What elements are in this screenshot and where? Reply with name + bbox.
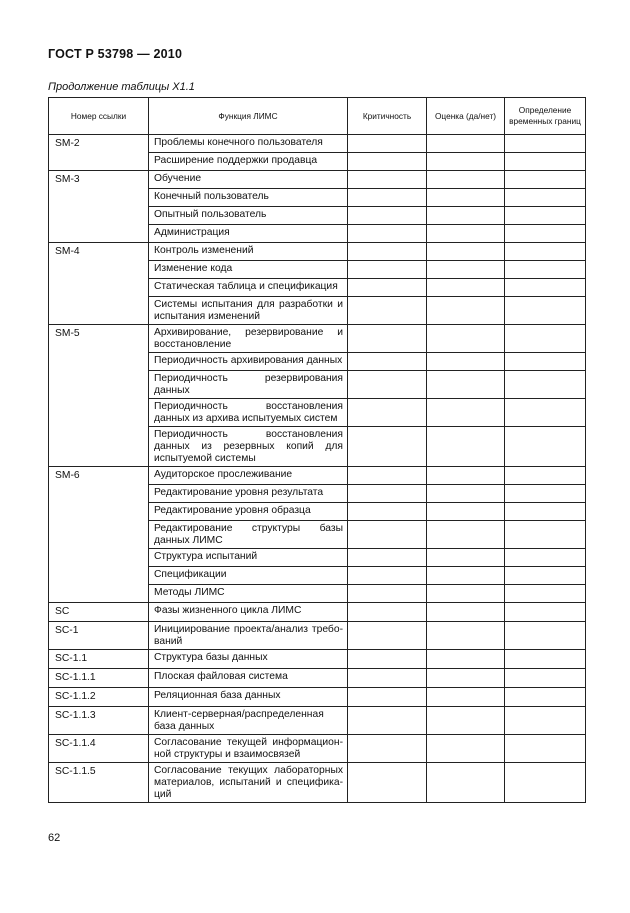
criticality-cell[interactable] <box>348 243 427 261</box>
function-cell: Проблемы конечного пользователя <box>149 135 348 153</box>
rating-cell[interactable] <box>427 485 505 503</box>
rating-cell[interactable] <box>427 135 505 153</box>
time-bounds-cell[interactable] <box>505 688 586 707</box>
reference-number-cell: SC-1.1.2 <box>49 688 149 707</box>
time-bounds-cell[interactable] <box>505 669 586 688</box>
rating-cell[interactable] <box>427 153 505 171</box>
rating-cell[interactable] <box>427 171 505 189</box>
time-bounds-cell[interactable] <box>505 189 586 207</box>
column-header-function: Функция ЛИМС <box>149 98 348 135</box>
time-bounds-cell[interactable] <box>505 279 586 297</box>
criticality-cell[interactable] <box>348 567 427 585</box>
rating-cell[interactable] <box>427 650 505 669</box>
criticality-cell[interactable] <box>348 135 427 153</box>
time-bounds-cell[interactable] <box>505 207 586 225</box>
time-bounds-cell[interactable] <box>505 171 586 189</box>
criticality-cell[interactable] <box>348 763 427 803</box>
criticality-cell[interactable] <box>348 225 427 243</box>
criticality-cell[interactable] <box>348 279 427 297</box>
rating-cell[interactable] <box>427 427 505 467</box>
criticality-cell[interactable] <box>348 622 427 650</box>
reference-number-cell: SM-6 <box>49 467 149 603</box>
requirements-table <box>48 97 586 803</box>
time-bounds-cell[interactable] <box>505 243 586 261</box>
table-row <box>49 243 586 261</box>
criticality-cell[interactable] <box>348 650 427 669</box>
criticality-cell[interactable] <box>348 353 427 371</box>
rating-cell[interactable] <box>427 735 505 763</box>
rating-cell[interactable] <box>427 503 505 521</box>
time-bounds-cell[interactable] <box>505 735 586 763</box>
time-bounds-cell[interactable] <box>505 650 586 669</box>
time-bounds-cell[interactable] <box>505 707 586 735</box>
reference-number-cell: SM-2 <box>49 135 149 171</box>
rating-cell[interactable] <box>427 567 505 585</box>
page-number: 62 <box>48 832 61 844</box>
rating-cell[interactable] <box>427 763 505 803</box>
table-row <box>49 650 586 669</box>
function-cell: Периодичность восстановления данных из архива испытуемых систем <box>149 399 348 427</box>
rating-cell[interactable] <box>427 669 505 688</box>
rating-cell[interactable] <box>427 189 505 207</box>
function-cell: Контроль изменений <box>149 243 348 261</box>
criticality-cell[interactable] <box>348 399 427 427</box>
time-bounds-cell[interactable] <box>505 135 586 153</box>
rating-cell[interactable] <box>427 261 505 279</box>
reference-number-cell: SC <box>49 603 149 622</box>
function-cell: Периодичность архивирования данных <box>149 353 348 371</box>
function-cell: Структура базы данных <box>149 650 348 669</box>
criticality-cell[interactable] <box>348 171 427 189</box>
function-cell: Администрация <box>149 225 348 243</box>
time-bounds-cell[interactable] <box>505 622 586 650</box>
time-bounds-cell[interactable] <box>505 427 586 467</box>
rating-cell[interactable] <box>427 371 505 399</box>
table-body <box>49 135 586 803</box>
function-cell: Редактирование уровня результата <box>149 485 348 503</box>
time-bounds-cell[interactable] <box>505 503 586 521</box>
function-cell: Обучение <box>149 171 348 189</box>
criticality-cell[interactable] <box>348 427 427 467</box>
rating-cell[interactable] <box>427 707 505 735</box>
time-bounds-cell[interactable] <box>505 467 586 485</box>
time-bounds-cell[interactable] <box>505 225 586 243</box>
column-header-rating: Оценка (да/нет) <box>427 98 505 135</box>
reference-number-cell: SC-1.1.4 <box>49 735 149 763</box>
table-row <box>49 622 586 650</box>
rating-cell[interactable] <box>427 297 505 325</box>
table-row <box>49 688 586 707</box>
criticality-cell[interactable] <box>348 325 427 353</box>
time-bounds-cell[interactable] <box>505 485 586 503</box>
function-cell: Методы ЛИМС <box>149 585 348 603</box>
rating-cell[interactable] <box>427 549 505 567</box>
time-bounds-cell[interactable] <box>505 325 586 353</box>
function-cell: Плоская файловая система <box>149 669 348 688</box>
function-cell: Архивирование, резервирование и восстановление <box>149 325 348 353</box>
criticality-cell[interactable] <box>348 371 427 399</box>
criticality-cell[interactable] <box>348 207 427 225</box>
function-cell: Периодичность восстановления данных из резервных копий для испытуемой системы <box>149 427 348 467</box>
function-cell: Спецификации <box>149 567 348 585</box>
table-row <box>49 171 586 189</box>
rating-cell[interactable] <box>427 521 505 549</box>
criticality-cell[interactable] <box>348 549 427 567</box>
table-row <box>49 325 586 353</box>
function-cell: Согласование текущих лабораторных материалов, испытаний и спецификаций <box>149 763 348 803</box>
time-bounds-cell[interactable] <box>505 549 586 567</box>
table-row <box>49 467 586 485</box>
table-row <box>49 735 586 763</box>
rating-cell[interactable] <box>427 688 505 707</box>
rating-cell[interactable] <box>427 603 505 622</box>
criticality-cell[interactable] <box>348 485 427 503</box>
table-caption: Продолжение таблицы X1.1 <box>48 81 195 93</box>
function-cell: Фазы жизненного цикла ЛИМС <box>149 603 348 622</box>
time-bounds-cell[interactable] <box>505 567 586 585</box>
criticality-cell[interactable] <box>348 585 427 603</box>
function-cell: Опытный пользователь <box>149 207 348 225</box>
reference-number-cell: SC-1.1.5 <box>49 763 149 803</box>
time-bounds-cell[interactable] <box>505 261 586 279</box>
reference-number-cell: SM-5 <box>49 325 149 467</box>
function-cell: Согласование текущей информационной структуры и взаимосвязей <box>149 735 348 763</box>
function-cell: Реляционная база данных <box>149 688 348 707</box>
time-bounds-cell[interactable] <box>505 153 586 171</box>
time-bounds-cell[interactable] <box>505 353 586 371</box>
rating-cell[interactable] <box>427 399 505 427</box>
reference-number-cell: SC-1.1.1 <box>49 669 149 688</box>
column-header-criticality: Критичность <box>348 98 427 135</box>
table-row <box>49 603 586 622</box>
function-cell: Конечный пользователь <box>149 189 348 207</box>
reference-number-cell: SC-1.1.3 <box>49 707 149 735</box>
function-cell: Расширение поддержки продавца <box>149 153 348 171</box>
reference-number-cell: SC-1 <box>49 622 149 650</box>
function-cell: Аудиторское прослеживание <box>149 467 348 485</box>
time-bounds-cell[interactable] <box>505 603 586 622</box>
rating-cell[interactable] <box>427 279 505 297</box>
time-bounds-cell[interactable] <box>505 763 586 803</box>
time-bounds-cell[interactable] <box>505 371 586 399</box>
criticality-cell[interactable] <box>348 669 427 688</box>
criticality-cell[interactable] <box>348 603 427 622</box>
rating-cell[interactable] <box>427 467 505 485</box>
reference-number-cell: SM-3 <box>49 171 149 243</box>
function-cell: Редактирование структуры базы данных ЛИМС <box>149 521 348 549</box>
function-cell: Системы испытания для разработки и испытания изменений <box>149 297 348 325</box>
rating-cell[interactable] <box>427 243 505 261</box>
criticality-cell[interactable] <box>348 521 427 549</box>
function-cell: Инициирование проекта/анализ требований <box>149 622 348 650</box>
table-row <box>49 763 586 803</box>
criticality-cell[interactable] <box>348 503 427 521</box>
time-bounds-cell[interactable] <box>505 399 586 427</box>
criticality-cell[interactable] <box>348 189 427 207</box>
criticality-cell[interactable] <box>348 467 427 485</box>
function-cell: Структура испытаний <box>149 549 348 567</box>
column-header-ref: Номер ссылки <box>49 98 149 135</box>
time-bounds-cell[interactable] <box>505 521 586 549</box>
table-header-row <box>49 98 586 135</box>
reference-number-cell: SC-1.1 <box>49 650 149 669</box>
time-bounds-cell[interactable] <box>505 297 586 325</box>
rating-cell[interactable] <box>427 325 505 353</box>
rating-cell[interactable] <box>427 207 505 225</box>
criticality-cell[interactable] <box>348 261 427 279</box>
time-bounds-cell[interactable] <box>505 585 586 603</box>
rating-cell[interactable] <box>427 585 505 603</box>
rating-cell[interactable] <box>427 353 505 371</box>
reference-number-cell: SM-4 <box>49 243 149 325</box>
table-row <box>49 707 586 735</box>
function-cell: Изменение кода <box>149 261 348 279</box>
function-cell: Статическая таблица и спецификация <box>149 279 348 297</box>
function-cell: Периодичность резервирования данных <box>149 371 348 399</box>
criticality-cell[interactable] <box>348 153 427 171</box>
rating-cell[interactable] <box>427 622 505 650</box>
criticality-cell[interactable] <box>348 707 427 735</box>
function-cell: Клиент-серверная/распределенная база данных <box>149 707 348 735</box>
table-row <box>49 669 586 688</box>
document-title: ГОСТ Р 53798 — 2010 <box>48 47 183 61</box>
criticality-cell[interactable] <box>348 297 427 325</box>
criticality-cell[interactable] <box>348 735 427 763</box>
table-row <box>49 135 586 153</box>
function-cell: Редактирование уровня образца <box>149 503 348 521</box>
column-header-time-bounds: Определение временных границ <box>505 98 586 135</box>
criticality-cell[interactable] <box>348 688 427 707</box>
rating-cell[interactable] <box>427 225 505 243</box>
